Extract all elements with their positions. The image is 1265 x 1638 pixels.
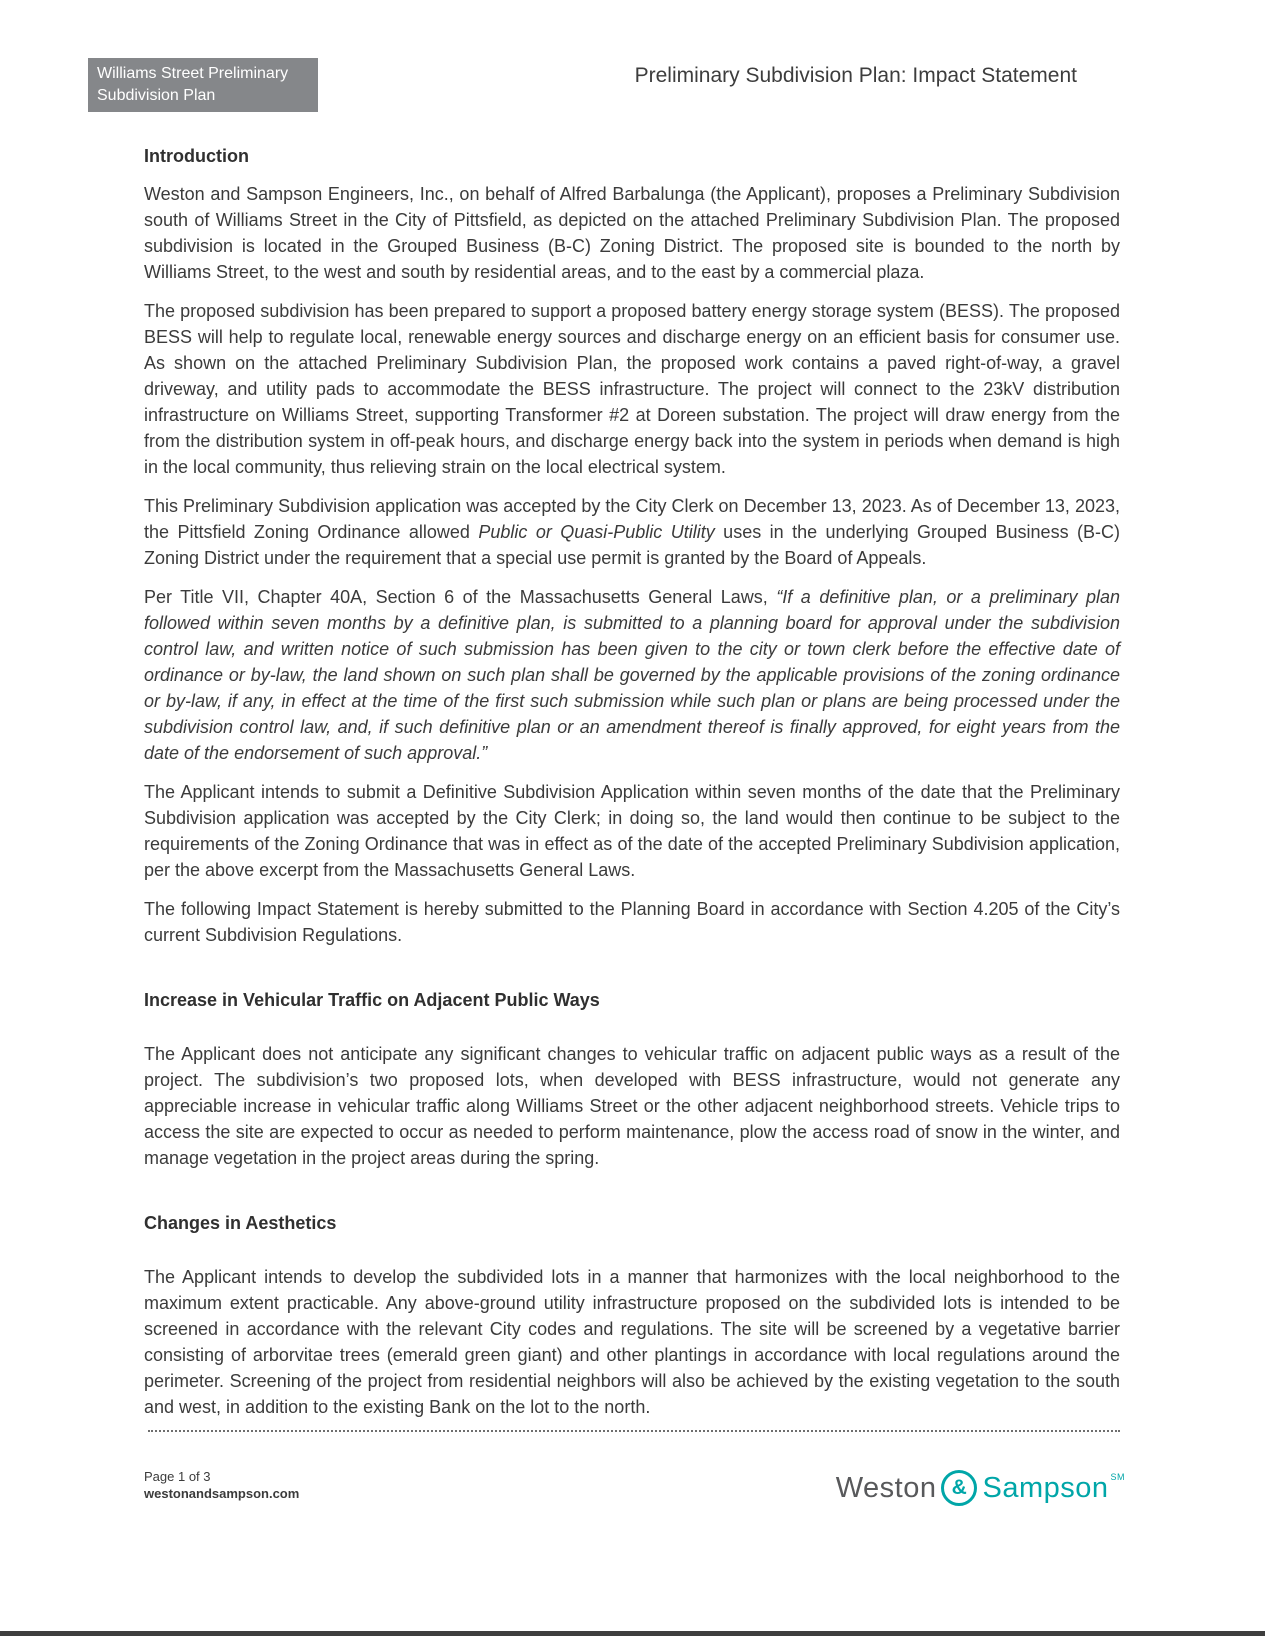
badge-line2: Subdivision Plan: [97, 87, 216, 104]
paragraph: [144, 896, 1120, 948]
section-heading: Introduction: [144, 146, 249, 166]
footer-divider: [148, 1430, 1120, 1432]
paragraph: [144, 1264, 1120, 1420]
logo-weston-text: Weston: [835, 1471, 937, 1504]
logo-sampson-text: Sampson: [982, 1471, 1109, 1504]
paragraph: [144, 298, 1120, 480]
paragraph-text: Weston and Sampson Engineers, Inc., on behalf of Alfred Barbalunga (the Applicant), proposes a Preliminary Subdivision south of Williams Street in the City of Pittsfield, as depicted on the attached Preliminary Subdivision Plan. The proposed subdivision is located in the Grouped Business (B-C) Zoning District. The proposed site is bounded to the north by Williams Street, to the west and south by residential areas, and to the east by a commercial plaza.: [144, 184, 1120, 282]
logo-trademark: SM: [1110, 1472, 1125, 1482]
page-number: Page 1 of 3: [144, 1469, 211, 1484]
paragraph-text: The proposed subdivision has been prepared to support a proposed battery energy storage system (BESS). The proposed BESS will help to regulate local, renewable energy sources and discharge energy on an efficient basis for consumer use. As shown on the attached Preliminary Subdivision Plan, the proposed work contains a paved right-of-way, a gravel driveway, and utility pads to accommodate the BESS infrastructure. The project will connect to the 23kV distribution infrastructure on Williams Street, supporting Transformer #2 at Doreen substation. The project will draw energy from the from the distribution system in off-peak hours, and discharge energy back into the system in periods when demand is high in the local community, thus relieving strain on the local electrical system.: [144, 301, 1120, 477]
paragraph-text: The Applicant does not anticipate any significant changes to vehicular traffic on adjacent public ways as a result of the project. The subdivision’s two proposed lots, when developed with BESS infrastructure, would not generate any appreciable increase in vehicular traffic along Williams Street or the other adjacent neighborhood streets. Vehicle trips to access the site are expected to occur as needed to perform maintenance, plow the access road of snow in the winter, and manage vegetation in the project areas during the spring.: [144, 1044, 1120, 1168]
company-logo: [836, 1470, 1125, 1506]
paragraph-text: Per Title VII, Chapter 40A, Section 6 of the Massachusetts General Laws,: [144, 587, 777, 607]
section-heading: Changes in Aesthetics: [144, 1213, 337, 1233]
paragraph-text-italic: Public or Quasi-Public Utility: [478, 522, 715, 542]
project-badge: [88, 58, 318, 112]
page-bottom-rule: [0, 1631, 1265, 1636]
paragraph: [144, 779, 1120, 883]
paragraph-text: uses in the underlying Grouped Business (B-C) Zoning District under the requirement that a special use permit is granted by the Board of Appeals.: [144, 522, 1120, 568]
paragraph-text: The Applicant intends to develop the subdivided lots in a manner that harmonizes with the local neighborhood to the maximum extent practicable. Any above-ground utility infrastructure proposed on the subdivided lots is intended to be screened in accordance with the relevant City codes and regulations. The site will be screened by a vegetative barrier consisting of arborvitae trees (emerald green giant) and other plantings in accordance with local regulations around the perimeter. Screening of the project from residential neighbors will also be achieved by the existing vegetation to the south and west, in addition to the existing Bank on the lot to the north.: [144, 1267, 1120, 1417]
paragraph-text: The following Impact Statement is hereby submitted to the Planning Board in accordance with Section 4.205 of the City’s current Subdivision Regulations.: [144, 899, 1120, 945]
ampersand-logo-icon: [941, 1470, 977, 1506]
footer-info: [144, 1468, 299, 1502]
paragraph-text-italic: “If a definitive plan, or a preliminary plan followed within seven months by a definitive plan, is submitted to a planning board for approval under the subdivision control law, and written notice of such submission has been given to the city or town clerk before the effective date of ordinance or by-law, the land shown on such plan shall be governed by the applicable provisions of the zoning ordinance or by-law, if any, in effect at the time of the first such submission while such plan or plans are being processed under the subdivision control law, and, if such definitive plan or an amendment thereof is finally approved, for eight years from the date of the endorsement of such approval.”: [144, 587, 1120, 763]
paragraph: [144, 493, 1120, 571]
paragraph-text: The Applicant intends to submit a Definitive Subdivision Application within seven months of the date that the Preliminary Subdivision application was accepted by the City Clerk; in doing so, the land would then continue to be subject to the requirements of the Zoning Ordinance that was in effect as of the date of the accepted Preliminary Subdivision application, per the above excerpt from the Massachusetts General Laws.: [144, 782, 1120, 880]
paragraph: [144, 584, 1120, 766]
ampersand-glyph: &: [951, 1476, 968, 1499]
page-header: [88, 58, 1205, 112]
paragraph: [144, 181, 1120, 285]
section-heading: Increase in Vehicular Traffic on Adjacent Public Ways: [144, 990, 600, 1010]
badge-line1: Williams Street Preliminary: [97, 65, 289, 82]
website-url: westonandsampson.com: [144, 1486, 300, 1501]
paragraph-text: This Preliminary Subdivision application was accepted by the City Clerk on December 13, 2023. As of December 13, 2023, the Pittsfield Zoning Ordinance allowed: [144, 496, 1120, 542]
document-title: Preliminary Subdivision Plan: Impact Statement: [634, 64, 1077, 87]
document-body: [144, 146, 1120, 1433]
paragraph: [144, 1041, 1120, 1171]
